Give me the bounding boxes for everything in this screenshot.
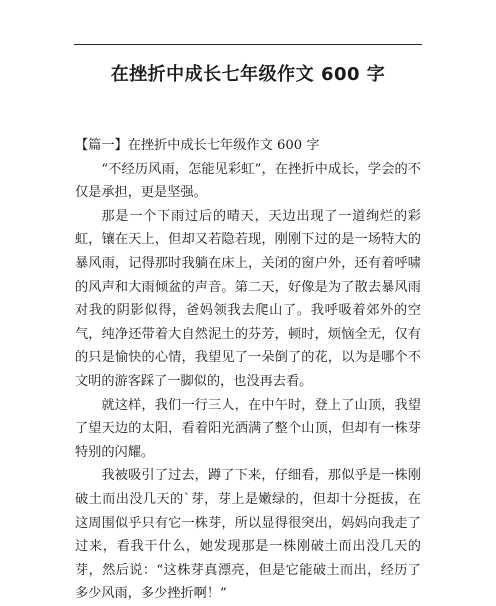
document-body [75, 134, 421, 606]
header-rule [74, 44, 422, 45]
paragraph-2: 那是一个下雨过后的晴天，天边出现了一道绚烂的彩虹，镶在天上，但却又若隐若现，刚刚下过的是一场特大的暴风雨，记得那时我躺在床上，关闭的窗户外，还有着呼啸的风声和大雨倾盆的声音。第二天，好像是为了散去暴风雨对我的阴影似得，爸妈领我去爬山了。我呼吸着郊外的空气，纯净还带着大自然泥土的芬芳，顿时，烦恼全无，仅有的只是愉快的心情，我望见了一朵倒了的花，以为是哪个不文明的游客踩了一脚似的，也没再去看。 [75, 208, 421, 389]
paragraph-1: “不经历风雨，怎能见彩虹”，在挫折中成长，学会的不仅是承担，更是坚强。 [75, 161, 421, 201]
paragraph-3: 就这样，我们一行三人，在中午时，登上了山顶，我望了望天边的太阳，看着阳光洒满了整个山顶，但却有一株芽特别的闪耀。 [75, 397, 421, 460]
section-heading: 【篇一】在挫折中成长七年级作文 600 字 [75, 138, 320, 153]
document-title: 在挫折中成长七年级作文 600 字 [110, 64, 386, 85]
paragraph-4: 我被吸引了过去，蹲了下来，仔细看，那似乎是一株刚破土而出没几天的`芽，芽上是嫩绿的，但却十分挺拔，在这周围似乎只有它一株芽，所以显得很突出，妈妈向我走了过来，看我干什么，她发现那是一株刚破土而出没几天的芽，然后说：“这株芽真漂亮，但是它能破土而出，经历了多少风雨，多少挫折啊！” [75, 468, 421, 602]
